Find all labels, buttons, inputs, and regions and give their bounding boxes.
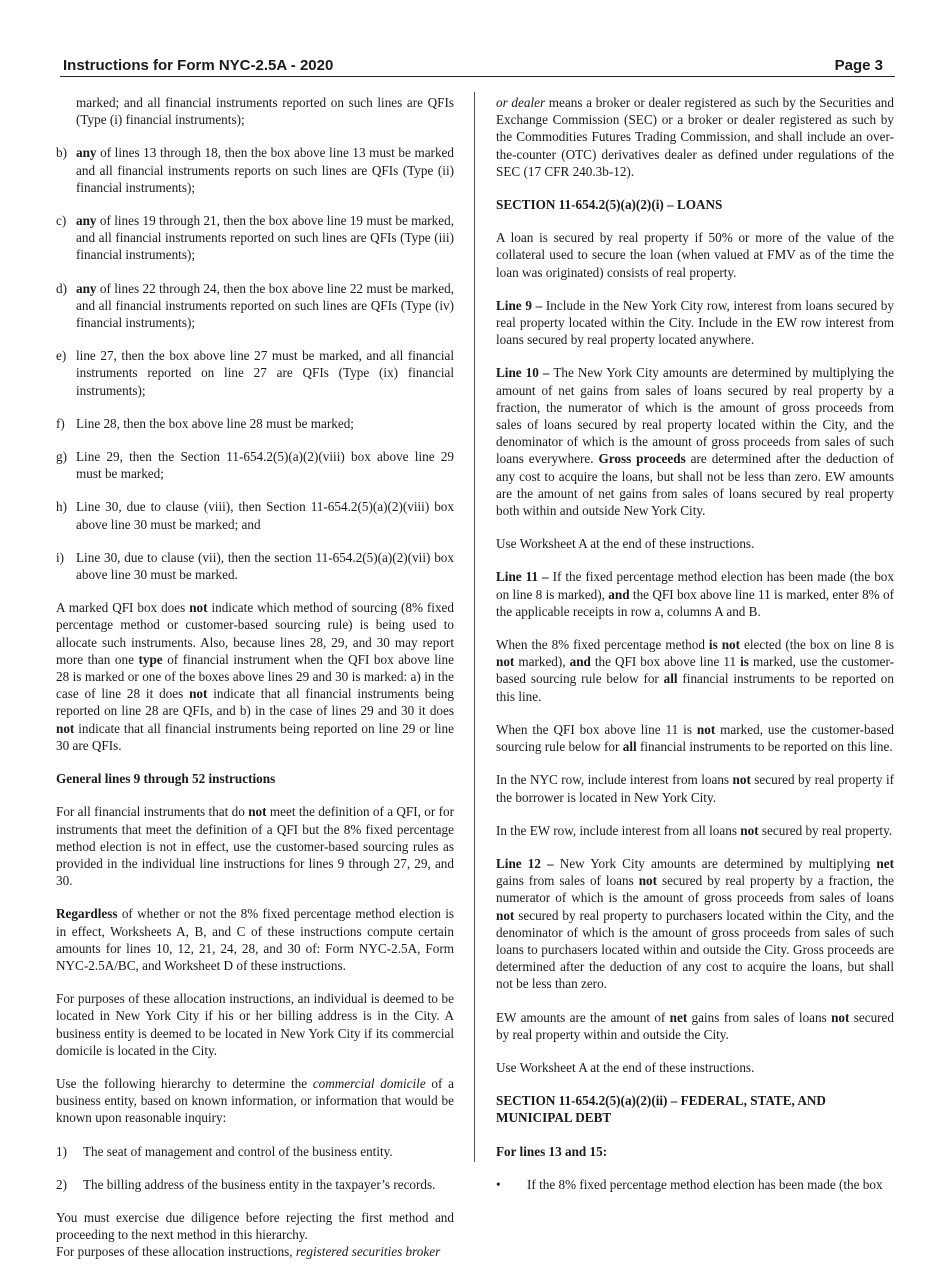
list-item: f) Line 28, then the box above line 28 must be marked; bbox=[56, 415, 354, 431]
ew-amounts-paragraph: EW amounts are the amount of net gains from sales of loans not secured by real property within and outside the City. bbox=[496, 1009, 894, 1042]
when-8-percent-paragraph: When the 8% fixed percentage method is not elected (the box on line 8 is not marked), and the QFI box above line 11 is marked, use the customer-based sourcing rule below for all financial instruments to be reported on this line. bbox=[496, 637, 895, 704]
document-title: Instructions for Form NYC-2.5A - 2020 bbox=[63, 57, 334, 74]
lines-13-15-heading: For lines 13 and 15: bbox=[496, 1143, 608, 1159]
bullet-item: • If the 8% fixed percentage method election has been made (the box bbox=[496, 1176, 883, 1192]
general-instructions-heading: General lines 9 through 52 instructions bbox=[56, 771, 276, 787]
bullet-icon: • bbox=[496, 1176, 501, 1192]
when-qfi-not-marked-paragraph: When the QFI box above line 11 is not marked, use the customer-based sourcing rule below for all financial instruments to be reported on this line. bbox=[496, 721, 894, 755]
line-12-paragraph: Line 12 – New York City amounts are determined by multiplying net gains from sales of loans not secured by real property by a fraction, the numerator of which is the amount of gross proceeds from sales of loans not secured by real property to purchasers located within the City, and the denominator of which is the amount of gross proceeds from sales of such loans to purchasers located within and outside the City. Gross proceeds are determined after the deduction of any cost to acquire the loans, but shall not be less than zero. bbox=[496, 855, 894, 992]
line-9-paragraph: Line 9 – Include in the New York City row, interest from loans secured by real property located within the City. Include in the EW row interest from loans secured by real property located anywhere. bbox=[496, 297, 894, 348]
worksheet-a-note: Use Worksheet A at the end of these instructions. bbox=[496, 1059, 755, 1075]
list-item: d) any of lines 22 through 24, then the box above line 22 must be marked, and all financial instruments reported on such lines are QFIs (Type (iv) financial instruments); bbox=[56, 280, 454, 331]
debt-section-heading: SECTION 11-654.2(5)(a)(2)(ii) – FEDERAL, STATE, AND MUNICIPAL DEBT bbox=[496, 1093, 826, 1126]
loans-section-heading: SECTION 11-654.2(5)(a)(2)(i) – LOANS bbox=[496, 197, 723, 213]
hierarchy-paragraph: Use the following hierarchy to determine the commercial domicile of a business entity, based on known information, or information that would be known upon reasonable inquiry: bbox=[56, 1075, 454, 1126]
column-divider bbox=[474, 92, 475, 1162]
location-paragraph: For purposes of these allocation instructions, an individual is deemed to be located in New York City if his or her billing address is in the City. A business entity is deemed to be located in New York City if its commercial domicile is located in the City. bbox=[56, 991, 454, 1058]
ew-row-paragraph: In the EW row, include interest from all loans not secured by real property. bbox=[496, 822, 893, 838]
right-column bbox=[496, 94, 894, 1193]
regardless-paragraph: Regardless of whether or not the 8% fixed percentage method election is in effect, Worksheets A, B, and C of these instructions compute certain amounts for lines 10, 12, 21, 24, 28, and 30 of: Form NYC-2.5A, Form NYC-2.5A/BC, and Worksheet D of these instructions. bbox=[56, 906, 454, 973]
list-item: e) line 27, then the box above line 27 must be marked, and all financial instruments reported on line 27 are QFIs (Type (ix) financial instruments); bbox=[56, 348, 454, 398]
intro-continuation: marked; and all financial instruments reported on such lines are QFIs (Type (i) financial instruments); bbox=[76, 95, 454, 128]
list-item: i) Line 30, due to clause (vii), then the section 11-654.2(5)(a)(2)(vii) box above line 30 must be marked. bbox=[56, 549, 454, 583]
for-all-paragraph: For all financial instruments that do not meet the definition of a QFI, or for instruments that meet the definition of a QFI but the 8% fixed percentage method election is not in effect, use the customer-based sourcing rules as provided in the individual line instructions for lines 9 through 27, 29, and 30. bbox=[56, 804, 455, 889]
list-item: h) Line 30, due to clause (viii), then Section 11-654.2(5)(a)(2)(viii) box above line 30 must be marked; and bbox=[56, 499, 454, 532]
line-10-paragraph: Line 10 – The New York City amounts are determined by multiplying the amount of net gains from sales of loans secured by real property by a fraction, the numerator of which is the amount of gross proceeds from sales of loans secured by real property located within the City, and the denominator of which is the amount of gross proceeds from sales of such loans everywhere. Gross proceeds are determined after the deduction of any cost to acquire the loans, but shall not be less than zero. EW amounts are the amount of net gains from sales of loans secured by real property both within and outside New York City. bbox=[496, 365, 895, 519]
due-diligence-paragraph: You must exercise due diligence before rejecting the first method and proceeding to the next method in this hierarchy. bbox=[56, 1209, 454, 1243]
worksheet-a-note: Use Worksheet A at the end of these instructions. bbox=[496, 536, 755, 552]
line-11-paragraph: Line 11 – If the fixed percentage method election has been made (the box on line 8 is marked), and the QFI box above line 11 is marked, enter 8% of the applicable receipts in row a, columns A and B. bbox=[496, 569, 894, 619]
numbered-item: 1) The seat of management and control of the business entity. bbox=[56, 1143, 393, 1159]
left-column bbox=[56, 94, 454, 1277]
page-number: Page 3 bbox=[834, 57, 883, 74]
list-item: b) any of lines 13 through 18, then the box above line 13 must be marked and all financial instruments reports on such lines are QFIs (Type (ii) financial instruments); bbox=[56, 145, 454, 195]
dealer-definition-paragraph: or dealer means a broker or dealer registered as such by the Securities and Exchange Commission (SEC) or a broker or dealer registered as such by the Commodities Futures Trading Commission, and shall include an over-the-counter (OTC) derivatives dealer as defined under regulations of the SEC (17 CFR 240.3b-12). bbox=[496, 95, 894, 179]
page-header bbox=[60, 56, 895, 77]
list-item: c) any of lines 19 through 21, then the box above line 19 must be marked, and all financial instruments reported on such lines are QFIs (Type (iii) financial instruments); bbox=[56, 213, 454, 263]
list-item: g) Line 29, then the Section 11-654.2(5)(a)(2)(viii) box above line 29 must be marked; bbox=[56, 449, 454, 482]
nyc-row-paragraph: In the NYC row, include interest from loans not secured by real property if the borrower is located in New York City. bbox=[496, 772, 894, 805]
secured-loan-paragraph: A loan is secured by real property if 50% or more of the value of the collateral used to secure the loan (when valued at FMV as of the time the loan was originated) consists of real property. bbox=[496, 230, 894, 280]
registered-broker-paragraph: For purposes of these allocation instructions, registered securities broker bbox=[56, 1244, 441, 1260]
numbered-item: 2) The billing address of the business entity in the taxpayer’s records. bbox=[56, 1176, 436, 1192]
marked-qfi-paragraph: A marked QFI box does not indicate which method of sourcing (8% fixed percentage method or customer-based sourcing rule) is being used to allocate such instruments. Also, because lines 28, 29, and 30 may report more than one type of financial instrument when the QFI box above line 28 is marked or one of the boxes above lines 29 and 30 is marked: a) in the case of line 28 it does not indicate that all financial instruments being reported on line 28 are QFIs, and b) in the case of lines 29 and 30 it does not indicate that all financial instruments being reported on line 29 or line 30 are QFIs. bbox=[56, 600, 454, 753]
